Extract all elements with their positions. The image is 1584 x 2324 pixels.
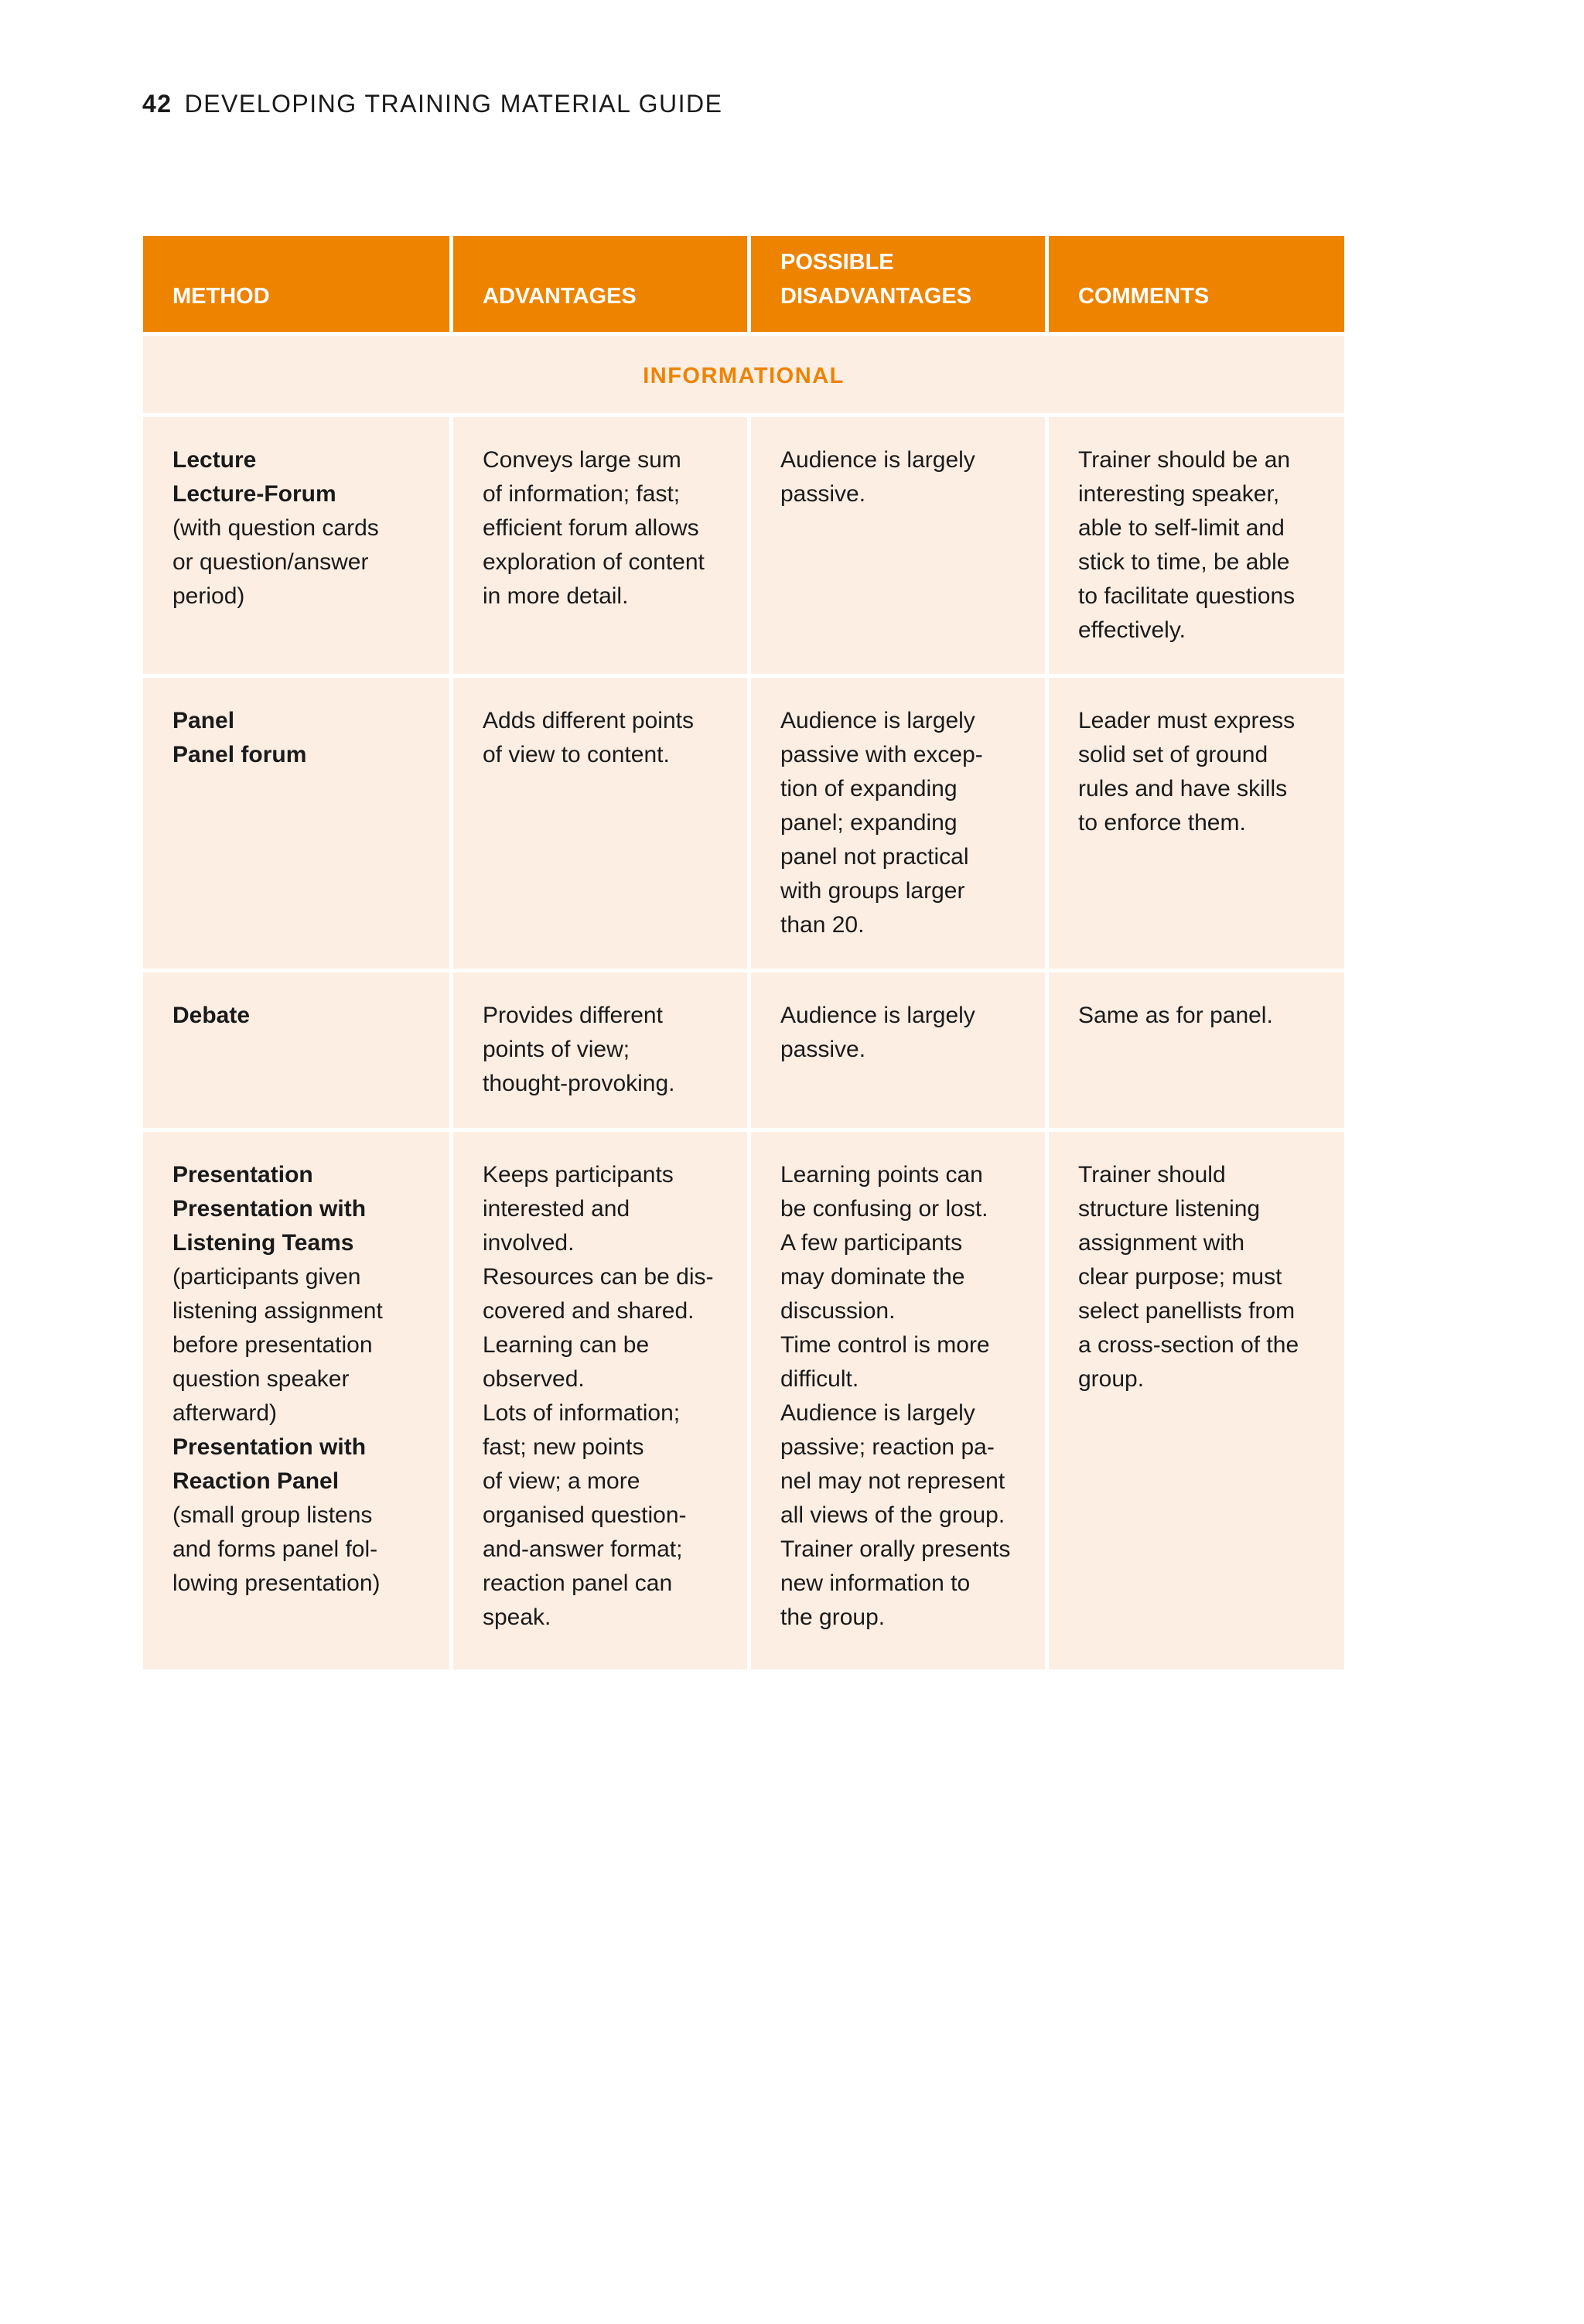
disadvantages-cell — [751, 417, 1045, 674]
running-title: DEVELOPING TRAINING MATERIAL GUIDE — [184, 90, 723, 118]
cell-line: Keeps participants — [483, 1162, 674, 1188]
cell-line: involved. — [483, 1230, 575, 1256]
header-line: COMMENTS — [1078, 284, 1210, 309]
cell-line: before presentation — [172, 1332, 373, 1358]
cell-line: select panellists from — [1078, 1298, 1296, 1324]
cell-line: speak. — [483, 1605, 551, 1630]
cell-line: rules and have skills — [1078, 776, 1288, 801]
method-cell — [143, 417, 449, 674]
cell-line: Audience is largely — [780, 1400, 975, 1426]
page-number: 42 — [142, 90, 172, 118]
cell-line: solid set of ground — [1078, 742, 1268, 767]
cell-line: interested and — [483, 1196, 630, 1222]
cell-line: Learning points can — [780, 1162, 983, 1188]
cell-line: and forms panel fol- — [172, 1536, 378, 1562]
cell-line: Trainer should — [1078, 1162, 1226, 1188]
method-cell — [143, 1132, 449, 1670]
cell-line: Trainer orally presents — [780, 1536, 1011, 1562]
cell-line: covered and shared. — [483, 1298, 695, 1324]
cell-line: Resources can be dis- — [483, 1264, 714, 1290]
cell-line: Presentation with — [172, 1196, 367, 1222]
cell-line: the group. — [780, 1605, 886, 1630]
cell-line: discussion. — [780, 1298, 896, 1324]
cell-line: points of view; — [483, 1037, 630, 1062]
disadvantages-cell — [751, 972, 1045, 1128]
cell-line: A few participants — [780, 1230, 963, 1256]
cell-line: clear purpose; must — [1078, 1264, 1282, 1290]
cell-line: assignment with — [1078, 1230, 1245, 1256]
cell-line: Presentation — [172, 1162, 313, 1188]
disadvantages-cell — [751, 1132, 1045, 1670]
cell-line: Debate — [172, 1003, 251, 1028]
cell-line: panel not practical — [780, 844, 969, 870]
cell-line: listening assignment — [172, 1298, 383, 1324]
cell-line: nel may not represent — [780, 1468, 1005, 1494]
column-header-disadvantages — [751, 236, 1045, 332]
cell-line: Panel — [172, 708, 235, 733]
cell-line: period) — [172, 583, 245, 609]
cell-line: (small group listens — [172, 1502, 373, 1528]
cell-line: Presentation with — [172, 1434, 367, 1460]
cell-line: passive; reaction pa- — [780, 1434, 995, 1460]
cell-line: Lecture-Forum — [172, 481, 336, 507]
cell-line: Audience is largely — [780, 447, 975, 473]
cell-line: stick to time, be able — [1078, 549, 1290, 575]
advantages-cell — [453, 1132, 747, 1670]
cell-line: to facilitate questions — [1078, 583, 1296, 609]
cell-line: passive. — [780, 1037, 866, 1062]
cell-line: group. — [1078, 1366, 1145, 1392]
method-cell — [143, 678, 449, 969]
cell-line: interesting speaker, — [1078, 481, 1280, 507]
cell-line: Learning can be — [483, 1332, 650, 1358]
cell-line: able to self-limit and — [1078, 515, 1285, 541]
cell-line: Audience is largely — [780, 708, 975, 733]
method-cell — [143, 972, 449, 1128]
cell-line: Listening Teams — [172, 1230, 354, 1256]
cell-line: may dominate the — [780, 1264, 965, 1290]
cell-line: thought-provoking. — [483, 1071, 675, 1096]
cell-line: Trainer should be an — [1078, 447, 1291, 473]
cell-line: Lots of information; — [483, 1400, 681, 1426]
column-header-advantages — [453, 236, 747, 332]
cell-line: in more detail. — [483, 583, 629, 609]
column-header-comments — [1049, 236, 1344, 332]
disadvantages-cell — [751, 678, 1045, 969]
cell-line: Lecture — [172, 447, 257, 473]
cell-line: Reaction Panel — [172, 1468, 340, 1494]
cell-line: a cross-section of the — [1078, 1332, 1299, 1358]
cell-line: new information to — [780, 1570, 971, 1596]
header-line: METHOD — [172, 284, 270, 309]
cell-line: Provides different — [483, 1003, 663, 1028]
cell-line: Time control is more — [780, 1332, 990, 1358]
table-row — [143, 417, 1344, 674]
comments-cell — [1049, 678, 1344, 969]
table-row — [143, 972, 1344, 1128]
cell-line: of view; a more — [483, 1468, 640, 1494]
cell-line: Adds different points — [483, 708, 694, 733]
cell-line: passive with excep- — [780, 742, 983, 767]
cell-line: observed. — [483, 1366, 585, 1392]
cell-line: question speaker — [172, 1366, 350, 1392]
cell-line: or question/answer — [172, 549, 369, 575]
cell-line: be confusing or lost. — [780, 1196, 988, 1222]
cell-line: organised question- — [483, 1502, 687, 1528]
column-header-method — [143, 236, 449, 332]
cell-line: than 20. — [780, 912, 865, 938]
cell-line: fast; new points — [483, 1434, 644, 1460]
cell-line: afterward) — [172, 1400, 278, 1426]
section-title: INFORMATIONAL — [143, 336, 1344, 413]
cell-line: all views of the group. — [780, 1502, 1005, 1528]
cell-line: panel; expanding — [780, 810, 958, 836]
cell-line: with groups larger — [780, 878, 965, 904]
cell-line: Same as for panel. — [1078, 1003, 1273, 1028]
cell-line: (participants given — [172, 1264, 361, 1290]
cell-line: Leader must express — [1078, 708, 1296, 733]
cell-line: difficult. — [780, 1366, 859, 1392]
cell-line: lowing presentation) — [172, 1570, 381, 1596]
cell-line: of information; fast; — [483, 481, 681, 507]
cell-line: Audience is largely — [780, 1003, 975, 1028]
table-row — [143, 1132, 1344, 1670]
cell-line: efficient forum allows — [483, 515, 699, 541]
table-header-row — [143, 236, 1344, 332]
cell-line: (with question cards — [172, 515, 379, 541]
advantages-cell — [453, 417, 747, 674]
comments-cell — [1049, 1132, 1344, 1670]
cell-line: of view to content. — [483, 742, 670, 767]
cell-line: passive. — [780, 481, 866, 507]
cell-line: Conveys large sum — [483, 447, 681, 473]
cell-line: tion of expanding — [780, 776, 958, 801]
methods-table-container — [143, 236, 1344, 1670]
table-row — [143, 678, 1344, 969]
header-line: ADVANTAGES — [483, 284, 637, 309]
cell-line: structure listening — [1078, 1196, 1261, 1222]
comments-cell — [1049, 417, 1344, 674]
header-line: DISADVANTAGES — [780, 284, 972, 309]
methods-table — [139, 232, 1348, 1673]
advantages-cell — [453, 678, 747, 969]
running-header — [142, 90, 722, 118]
comments-cell — [1049, 972, 1344, 1128]
cell-line: reaction panel can — [483, 1570, 673, 1596]
cell-line: and-answer format; — [483, 1536, 683, 1562]
cell-line: to enforce them. — [1078, 810, 1246, 836]
advantages-cell — [453, 972, 747, 1128]
cell-line: exploration of content — [483, 549, 705, 575]
cell-line: Panel forum — [172, 742, 307, 767]
section-row — [143, 336, 1344, 413]
cell-line: effectively. — [1078, 617, 1186, 643]
header-line: POSSIBLE — [780, 250, 894, 275]
